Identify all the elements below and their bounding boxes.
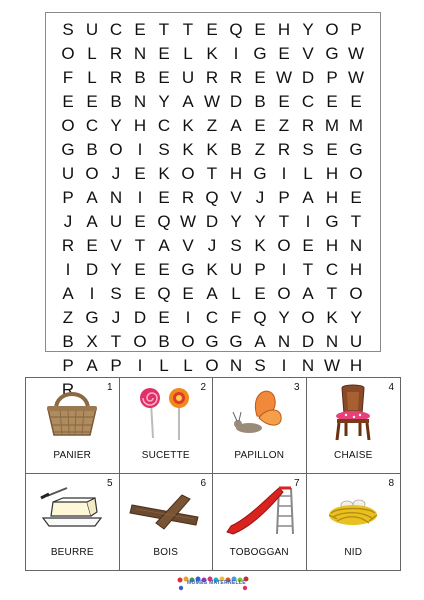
grid-letter: J [111, 163, 121, 183]
grid-letter: G [205, 331, 219, 351]
grid-letter: O [277, 283, 291, 303]
grid-letter: A [254, 331, 266, 351]
grid-letter: B [62, 331, 74, 351]
grid-letter: W [347, 67, 365, 87]
grid-letter: W [203, 91, 221, 111]
grid-letter: U [229, 259, 243, 279]
grid-letter: O [61, 43, 75, 63]
grid-letter: R [277, 139, 291, 159]
grid-letter: R [61, 235, 75, 255]
grid-letter: H [349, 259, 363, 279]
card-number: 7 [293, 478, 300, 489]
grid-letter: H [133, 115, 147, 135]
card-beurre [26, 474, 120, 570]
lollipop-icon [120, 384, 213, 442]
grid-letter: I [233, 43, 239, 63]
grid-letter: E [134, 19, 146, 39]
grid-letter: D [301, 331, 315, 351]
grid-letter: V [230, 187, 242, 207]
grid-letter: P [254, 259, 266, 279]
grid-letter: R [109, 43, 123, 63]
grid-letter: M [348, 115, 364, 135]
grid-letter: D [133, 307, 147, 327]
grid-letter: S [62, 19, 74, 39]
grid-letter: E [158, 67, 170, 87]
wood-icon [120, 480, 213, 538]
grid-letter: B [158, 331, 170, 351]
grid-letter: S [230, 235, 242, 255]
grid-letter: E [86, 235, 98, 255]
grid-letter: E [134, 259, 146, 279]
grid-letter: O [277, 235, 291, 255]
butterfly-icon [213, 384, 306, 442]
grid-letter: T [110, 331, 122, 351]
chair-icon [307, 384, 401, 442]
grid-letter: N [349, 235, 363, 255]
grid-letter: I [305, 211, 311, 231]
grid-letter: A [182, 91, 194, 111]
grid-letter: D [301, 67, 315, 87]
grid-letter: D [205, 211, 219, 231]
grid-letter: C [85, 115, 99, 135]
grid-letter: R [181, 187, 195, 207]
card-number: 2 [200, 382, 206, 393]
grid-letter: T [326, 283, 338, 303]
grid-letter: I [281, 163, 287, 183]
grid-letter: W [323, 355, 341, 375]
grid-letter: P [326, 67, 338, 87]
grid-letter: W [347, 43, 365, 63]
grid-letter: I [281, 259, 287, 279]
grid-letter: N [229, 355, 243, 375]
grid-letter: P [278, 187, 290, 207]
grid-letter: E [158, 187, 170, 207]
grid-letter: Y [110, 115, 122, 135]
grid-letter: O [349, 283, 363, 303]
grid-letter: R [229, 67, 243, 87]
grid-letter: X [86, 331, 98, 351]
grid-letter: A [86, 211, 98, 231]
grid-letter: Y [302, 19, 314, 39]
grid-letter: E [254, 19, 266, 39]
grid-letter: G [229, 331, 243, 351]
grid-letter: E [350, 91, 362, 111]
grid-letter: E [350, 187, 362, 207]
grid-letter: Y [230, 211, 242, 231]
card-label: SUCETTE [141, 450, 190, 461]
grid-letter: J [111, 307, 121, 327]
grid-letter: H [325, 163, 339, 183]
grid-letter: B [254, 91, 266, 111]
grid-letter: K [182, 139, 194, 159]
grid-letter: S [254, 355, 266, 375]
grid-letter: C [205, 307, 219, 327]
grid-letter: T [278, 211, 290, 231]
grid-letter: K [206, 43, 218, 63]
grid-letter: T [206, 163, 218, 183]
logo-text: MOMES MATERNELLE [187, 580, 246, 586]
grid-letter: K [254, 235, 266, 255]
grid-letter: O [349, 163, 363, 183]
grid-letter: O [109, 139, 123, 159]
grid-letter: I [137, 355, 143, 375]
card-nid [307, 474, 401, 570]
grid-letter: E [326, 139, 338, 159]
grid-letter: Q [253, 307, 267, 327]
grid-letter: E [62, 91, 74, 111]
card-number: 5 [106, 478, 113, 489]
card-panier [26, 378, 120, 474]
grid-letter: A [230, 115, 242, 135]
grid-letter: E [254, 283, 266, 303]
grid-letter: Z [254, 139, 266, 159]
grid-letter: S [302, 139, 314, 159]
grid-letter: I [89, 283, 95, 303]
grid-letter: G [325, 43, 339, 63]
grid-letter: I [185, 307, 191, 327]
grid-letter: T [350, 211, 362, 231]
grid-letter: E [158, 259, 170, 279]
grid-letter: K [206, 139, 218, 159]
grid-letter: O [181, 163, 195, 183]
grid-letter: R [109, 67, 123, 87]
grid-letter: L [87, 67, 97, 87]
handprints-logo-icon [177, 576, 249, 592]
grid-letter: O [325, 19, 339, 39]
grid-letter: O [85, 163, 99, 183]
grid-letter: B [86, 139, 98, 159]
grid-letter: B [110, 91, 122, 111]
grid-letter: R [205, 67, 219, 87]
grid-letter: E [278, 43, 290, 63]
grid-letter: I [281, 355, 287, 375]
grid-letter: H [325, 235, 339, 255]
slide-icon [213, 480, 306, 538]
grid-letter: O [61, 115, 75, 135]
grid-letter: E [326, 91, 338, 111]
grid-letter: J [207, 235, 217, 255]
grid-letter: K [206, 259, 218, 279]
card-chaise [307, 378, 401, 474]
letter-grid [56, 17, 380, 401]
grid-letter: V [182, 235, 194, 255]
grid-letter: T [134, 235, 146, 255]
grid-letter: F [62, 67, 74, 87]
grid-letter: E [134, 211, 146, 231]
grid-letter: C [325, 259, 339, 279]
grid-letter: P [350, 19, 362, 39]
grid-letter: E [86, 91, 98, 111]
grid-letter: N [301, 355, 315, 375]
grid-letter: A [302, 187, 314, 207]
card-sucette [120, 378, 214, 474]
card-number: 3 [293, 382, 300, 393]
card-label: TOBOGGAN [229, 547, 289, 558]
grid-letter: P [62, 355, 74, 375]
grid-letter: I [137, 139, 143, 159]
grid-letter: Y [254, 211, 266, 231]
grid-letter: A [302, 283, 314, 303]
grid-letter: N [133, 43, 147, 63]
grid-letter: O [205, 355, 219, 375]
grid-letter: E [302, 235, 314, 255]
grid-letter: Q [229, 19, 243, 39]
grid-letter: Q [205, 187, 219, 207]
grid-letter: U [181, 67, 195, 87]
grid-letter: U [349, 331, 363, 351]
grid-letter: G [349, 139, 363, 159]
grid-letter: L [183, 355, 193, 375]
grid-letter: G [61, 139, 75, 159]
basket-icon [26, 384, 119, 442]
grid-letter: Z [62, 307, 74, 327]
grid-letter: E [182, 283, 194, 303]
grid-letter: H [229, 163, 243, 183]
grid-letter: P [62, 187, 74, 207]
grid-letter: E [158, 43, 170, 63]
picture-cards [25, 377, 401, 571]
butter-icon [26, 480, 119, 538]
grid-letter: Y [278, 307, 290, 327]
grid-letter: T [158, 19, 170, 39]
grid-letter: U [61, 163, 75, 183]
grid-letter: R [61, 379, 75, 399]
card-number: 1 [106, 382, 113, 393]
grid-letter: D [85, 259, 99, 279]
grid-letter: E [134, 163, 146, 183]
grid-letter: G [85, 307, 99, 327]
card-papillon [213, 378, 307, 474]
grid-letter: B [230, 139, 242, 159]
grid-letter: P [110, 355, 122, 375]
grid-letter: M [324, 115, 340, 135]
grid-letter: E [278, 91, 290, 111]
grid-letter: E [254, 67, 266, 87]
grid-letter: E [206, 19, 218, 39]
grid-letter: L [303, 163, 313, 183]
grid-letter: U [109, 211, 123, 231]
grid-letter: U [85, 19, 99, 39]
card-label: PANIER [53, 450, 92, 461]
grid-letter: L [87, 43, 97, 63]
card-label: BOIS [153, 547, 179, 558]
grid-letter: T [182, 19, 194, 39]
grid-letter: L [159, 355, 169, 375]
grid-letter: N [325, 331, 339, 351]
grid-letter: E [254, 115, 266, 135]
grid-letter: S [110, 283, 122, 303]
grid-letter: K [158, 163, 170, 183]
grid-letter: W [275, 67, 293, 87]
grid-letter: A [86, 187, 98, 207]
grid-letter: G [325, 211, 339, 231]
card-toboggan [213, 474, 307, 570]
grid-letter: N [277, 331, 291, 351]
grid-letter: K [182, 115, 194, 135]
card-label: NID [344, 547, 363, 558]
grid-letter: Z [278, 115, 290, 135]
card-label: BEURRE [50, 547, 94, 558]
grid-letter: Q [157, 211, 171, 231]
card-number: 6 [200, 478, 206, 489]
grid-letter: L [231, 283, 241, 303]
grid-letter: R [301, 115, 315, 135]
grid-letter: G [253, 43, 267, 63]
grid-letter: C [157, 115, 171, 135]
grid-letter: Y [350, 307, 362, 327]
grid-letter: O [181, 331, 195, 351]
grid-letter: H [277, 19, 291, 39]
card-label: PAPILLON [234, 450, 285, 461]
grid-letter: A [62, 283, 74, 303]
grid-letter: Q [157, 283, 171, 303]
grid-letter: S [158, 139, 170, 159]
grid-letter: I [137, 187, 143, 207]
grid-letter: J [63, 211, 73, 231]
grid-letter: F [230, 307, 242, 327]
grid-letter: T [302, 259, 314, 279]
nest-icon [307, 480, 401, 538]
grid-letter: I [65, 259, 71, 279]
grid-letter: E [134, 283, 146, 303]
grid-letter: C [301, 91, 315, 111]
grid-letter: E [158, 307, 170, 327]
grid-letter: V [302, 43, 314, 63]
grid-letter: B [134, 67, 146, 87]
grid-letter: N [133, 91, 147, 111]
grid-letter: K [326, 307, 338, 327]
grid-letter: O [301, 307, 315, 327]
grid-letter: W [179, 211, 197, 231]
card-number: 4 [388, 382, 394, 393]
grid-letter: Y [158, 91, 170, 111]
grid-letter: A [158, 235, 170, 255]
grid-letter: H [325, 187, 339, 207]
grid-letter: V [110, 235, 122, 255]
grid-letter: H [349, 355, 363, 375]
grid-letter: G [181, 259, 195, 279]
grid-letter: A [206, 283, 218, 303]
grid-letter: A [86, 355, 98, 375]
grid-letter: N [109, 187, 123, 207]
grid-letter: C [109, 19, 123, 39]
grid-letter: Y [110, 259, 122, 279]
grid-letter: J [255, 187, 265, 207]
card-bois [120, 474, 214, 570]
grid-letter: Z [206, 115, 218, 135]
grid-letter: O [133, 331, 147, 351]
card-label: CHAISE [334, 450, 373, 461]
grid-letter: G [253, 163, 267, 183]
card-number: 8 [388, 478, 394, 489]
word-search-grid [45, 12, 381, 399]
grid-letter: D [229, 91, 243, 111]
grid-letter: L [183, 43, 193, 63]
